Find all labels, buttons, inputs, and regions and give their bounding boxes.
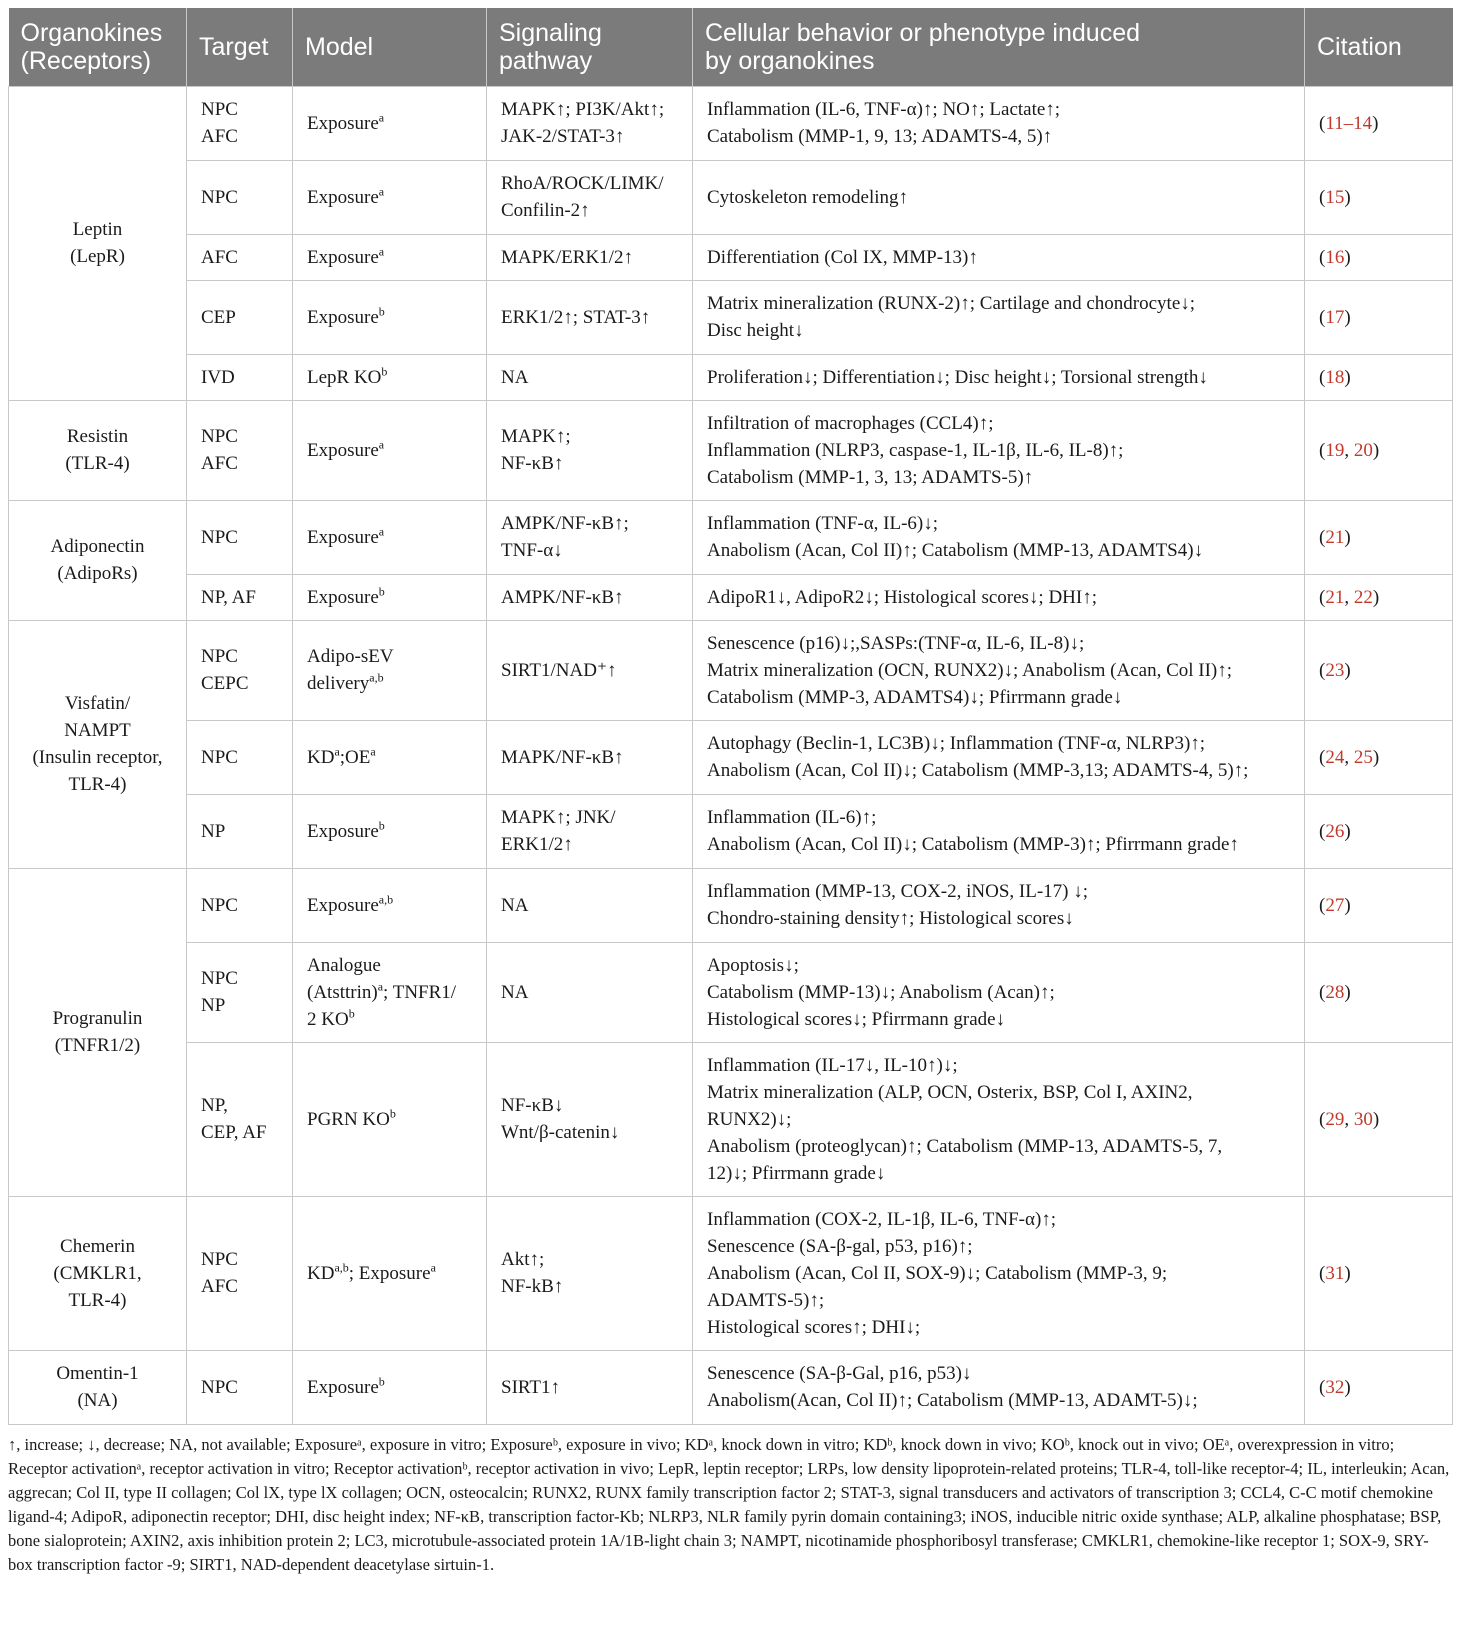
pathway-line: ERK1/2↑; STAT-3↑	[501, 306, 651, 328]
pathway-line: SIRT1↑	[501, 1376, 561, 1398]
organokine-line: (TLR-4)	[65, 453, 130, 474]
model-text: Exposure	[307, 894, 379, 916]
cellular-behavior-cell	[693, 942, 1305, 1042]
model-cell	[293, 354, 487, 400]
model-text: Exposure	[307, 306, 379, 328]
behavior-line: Catabolism (MMP-13)↓; Anabolism (Acan)↑;	[707, 981, 1055, 1003]
signaling-pathway-cell	[487, 1350, 693, 1424]
signaling-pathway-cell	[487, 280, 693, 354]
citation-link[interactable]: 18	[1325, 366, 1345, 388]
organokine-cell	[9, 500, 187, 620]
organokine-line: (TNFR1/2)	[54, 1035, 141, 1056]
model-superscript: a	[334, 744, 340, 759]
organokine-line: TLR-4)	[68, 774, 127, 795]
cellular-behavior-cell	[693, 1042, 1305, 1196]
table-row	[9, 160, 1453, 234]
citation-link[interactable]: 22	[1353, 586, 1373, 608]
signaling-pathway-cell	[487, 500, 693, 574]
target-line: NP, AF	[201, 586, 256, 608]
cellular-behavior-cell	[693, 574, 1305, 620]
pathway-line: RhoA/ROCK/LIMK/	[501, 173, 664, 194]
pathway-line: JAK-2/STAT-3↑	[501, 126, 625, 147]
organokine-line: (LepR)	[70, 246, 125, 267]
citation-link[interactable]: 30	[1353, 1108, 1373, 1130]
table-row	[9, 234, 1453, 280]
target-line: NPC	[201, 746, 238, 768]
model-superscript: b	[378, 818, 385, 833]
model-cell	[293, 1196, 487, 1350]
model-text: (Atsttrin)	[307, 981, 378, 1003]
organokine-cell	[9, 1350, 187, 1424]
citation-link[interactable]: 26	[1325, 820, 1345, 842]
signaling-pathway-cell	[487, 574, 693, 620]
header-signaling-pathway: Signaling pathway	[487, 8, 693, 86]
behavior-line: ADAMTS-5)↑;	[707, 1289, 825, 1311]
behavior-line: Matrix mineralization (OCN, RUNX2)↓; Anabolism (Acan, Col II)↑;	[707, 659, 1233, 681]
organokine-line: (Insulin receptor,	[32, 747, 163, 768]
target-line: NPC	[201, 186, 238, 208]
model-superscript: a	[378, 244, 385, 259]
target-cell	[187, 354, 293, 400]
cellular-behavior-cell	[693, 620, 1305, 720]
behavior-line: Chondro-staining density↑; Histological scores↓	[707, 908, 1074, 929]
target-line: NP	[201, 995, 226, 1016]
organokine-line: (AdipoRs)	[57, 563, 138, 584]
model-line	[307, 670, 472, 697]
model-line	[307, 979, 472, 1006]
table-row	[9, 500, 1453, 574]
model-text: ; TNFR1/	[383, 981, 457, 1003]
behavior-line: Catabolism (MMP-1, 9, 13; ADAMTS-4, 5)↑	[707, 126, 1053, 147]
organokine-cell	[9, 86, 187, 400]
model-superscript: b	[378, 1374, 385, 1389]
model-cell	[293, 794, 487, 868]
citation-cell: (27)	[1305, 868, 1453, 942]
cellular-behavior-cell	[693, 720, 1305, 794]
citation-cell: (21, 22)	[1305, 574, 1453, 620]
behavior-line: Inflammation (IL-17↓, IL-10↑)↓;	[707, 1054, 958, 1076]
cellular-behavior-cell	[693, 234, 1305, 280]
model-text: Exposure	[307, 820, 379, 842]
citation-link[interactable]: 23	[1325, 659, 1345, 681]
cellular-behavior-cell	[693, 868, 1305, 942]
target-line: CEP, AF	[201, 1122, 267, 1143]
signaling-pathway-cell	[487, 400, 693, 500]
pathway-line: NA	[501, 981, 529, 1003]
pathway-line: ERK1/2↑	[501, 834, 573, 855]
behavior-line: Catabolism (MMP-1, 3, 13; ADAMTS-5)↑	[707, 466, 1034, 488]
citation-link[interactable]: 28	[1325, 981, 1345, 1003]
citation-link[interactable]: 29	[1325, 1108, 1345, 1130]
model-superscript: a,b	[369, 670, 384, 685]
table-row	[9, 1042, 1453, 1196]
behavior-line: Anabolism (Acan, Col II, SOX-9)↓; Catabolism (MMP-3, 9;	[707, 1262, 1168, 1284]
citation-link[interactable]: 31	[1325, 1262, 1345, 1284]
model-text: Exposure	[307, 186, 379, 208]
model-cell	[293, 574, 487, 620]
behavior-line: RUNX2)↓;	[707, 1108, 792, 1130]
behavior-line: Senescence (SA-β-Gal, p16, p53)↓	[707, 1363, 972, 1384]
target-cell	[187, 794, 293, 868]
header-organokines: Organokines (Receptors)	[9, 8, 187, 86]
target-line: NPC	[201, 894, 238, 916]
pathway-line: MAPK↑;	[501, 426, 571, 447]
model-text: Exposure	[307, 1376, 379, 1398]
cellular-behavior-cell	[693, 280, 1305, 354]
pathway-line: Confilin-2↑	[501, 200, 590, 221]
organokine-cell	[9, 400, 187, 500]
target-line: AFC	[201, 453, 238, 474]
signaling-pathway-cell	[487, 1042, 693, 1196]
organokine-line: Adiponectin	[50, 536, 145, 557]
behavior-line: Cytoskeleton remodeling↑	[707, 186, 909, 208]
pathway-line: MAPK/NF-κB↑	[501, 746, 624, 768]
pathway-line: SIRT1/NAD⁺↑	[501, 659, 617, 681]
organokine-cell	[9, 620, 187, 868]
table-row	[9, 280, 1453, 354]
citation-cell: (32)	[1305, 1350, 1453, 1424]
citation-cell: (31)	[1305, 1196, 1453, 1350]
header-row	[9, 8, 1453, 86]
citation-cell: (26)	[1305, 794, 1453, 868]
behavior-line: Apoptosis↓;	[707, 954, 799, 976]
target-line: NPC	[201, 968, 238, 989]
model-cell	[293, 86, 487, 160]
target-line: NP,	[201, 1095, 228, 1116]
citation-cell: (21)	[1305, 500, 1453, 574]
table-container	[8, 8, 1452, 1577]
model-superscript: b	[381, 364, 388, 379]
table-row	[9, 86, 1453, 160]
table-footnote: ↑, increase; ↓, decrease; NA, not available; Exposureᵃ, exposure in vitro; Exposureᵇ, exposure in vivo; KDᵃ, knock down in vitro; KDᵇ, knock down in vivo; KOᵇ, knock out in vivo; OEᵃ, overexpression in vitro; Receptor activationᵃ, receptor activation in vitro; Receptor activationᵇ, receptor activation in vivo; LepR, leptin receptor; LRPs, low density lipoprotein-related proteins; TLR-4, toll-like receptor-4; IL, interleukin; Acan, aggrecan; Col II, type II collagen; Col lX, type lX collagen; OCN, osteocalcin; RUNX2, RUNX family transcription factor 2; STAT-3, signal transducers and activators of transcription 3; CCL4, C-C motif chemokine ligand-4; AdipoR, adiponectin receptor; DHI, disc height index; NF-κB, transcription factor-Kb; NLRP3, NLR family pyrin domain containing3; iNOS, inducible nitric oxide synthase; ALP, alkaline phosphatase; BSP, bone sialoprotein; AXIN2, axis inhibition protein 2; LC3, microtubule-associated protein 1A/1B-light chain 3; NAMPT, nicotinamide phosphoribosyl transferase; CMKLR1, chemokine-like receptor 1; SOX-9, SRY-box transcription factor -9; SIRT1, NAD-dependent deacetylase sirtuin-1.	[8, 1434, 1450, 1574]
citation-cell: (23)	[1305, 620, 1453, 720]
signaling-pathway-cell	[487, 354, 693, 400]
organokines-table	[8, 8, 1453, 1425]
model-cell	[293, 500, 487, 574]
citation-cell: (28)	[1305, 942, 1453, 1042]
model-superscript: a	[378, 524, 385, 539]
behavior-line: Matrix mineralization (ALP, OCN, Osterix, BSP, Col I, AXIN2,	[707, 1081, 1193, 1103]
header-cellular-behavior: Cellular behavior or phenotype induced by organokines	[693, 8, 1305, 86]
behavior-line: Proliferation↓; Differentiation↓; Disc height↓; Torsional strength↓	[707, 366, 1208, 388]
behavior-line: Senescence (SA-β-gal, p53, p16)↑;	[707, 1235, 973, 1257]
organokine-line: TLR-4)	[68, 1289, 127, 1311]
target-cell	[187, 942, 293, 1042]
pathway-line: Wnt/β-catenin↓	[501, 1122, 620, 1143]
cellular-behavior-cell	[693, 794, 1305, 868]
model-superscript: a	[378, 437, 385, 452]
model-text: delivery	[307, 673, 370, 694]
cellular-behavior-cell	[693, 1196, 1305, 1350]
model-superscript: a	[370, 744, 376, 759]
behavior-line: Histological scores↑; DHI↓;	[707, 1316, 921, 1338]
model-text: ; Exposure	[348, 1262, 431, 1284]
table-row	[9, 354, 1453, 400]
target-line: NPC	[201, 526, 238, 548]
target-line: NPC	[201, 99, 238, 120]
table-row	[9, 794, 1453, 868]
behavior-line: Senescence (p16)↓;,SASPs:(TNF-α, IL-6, IL-8)↓;	[707, 632, 1085, 654]
model-text: KD	[307, 746, 335, 768]
citation-link[interactable]: 16	[1325, 246, 1345, 268]
target-cell	[187, 400, 293, 500]
pathway-line: AMPK/NF-κB↑;	[501, 513, 629, 534]
model-superscript: a	[378, 184, 385, 199]
model-cell	[293, 1042, 487, 1196]
target-line: AFC	[201, 126, 238, 147]
model-superscript: b	[389, 1106, 396, 1121]
model-superscript: a	[378, 110, 385, 125]
model-text: Exposure	[307, 246, 379, 268]
behavior-line: Inflammation (MMP-13, COX-2, iNOS, IL-17) ↓;	[707, 881, 1089, 902]
model-cell	[293, 720, 487, 794]
citation-link[interactable]: 24	[1325, 746, 1345, 768]
cellular-behavior-cell	[693, 500, 1305, 574]
pathway-line: MAPK↑; PI3K/Akt↑;	[501, 99, 665, 120]
organokine-cell	[9, 1196, 187, 1350]
target-line: CEP	[201, 306, 236, 328]
organokine-line: Leptin	[72, 219, 123, 240]
signaling-pathway-cell	[487, 1196, 693, 1350]
behavior-line: Autophagy (Beclin-1, LC3B)↓; Inflammation (TNF-α, NLRP3)↑;	[707, 733, 1206, 754]
table-body	[9, 86, 1453, 1424]
behavior-line: Differentiation (Col IX, MMP-13)↑	[707, 246, 978, 268]
target-line: NPC	[201, 426, 238, 447]
signaling-pathway-cell	[487, 720, 693, 794]
model-text: Exposure	[307, 526, 379, 548]
citation-link[interactable]: 17	[1325, 306, 1345, 328]
target-cell	[187, 500, 293, 574]
pathway-line: Akt↑;	[501, 1249, 545, 1270]
behavior-line: Anabolism (Acan, Col II)↓; Catabolism (MMP-3,13; ADAMTS-4, 5)↑;	[707, 760, 1249, 781]
signaling-pathway-cell	[487, 620, 693, 720]
cellular-behavior-cell	[693, 354, 1305, 400]
model-superscript: a	[430, 1260, 436, 1275]
cellular-behavior-cell	[693, 160, 1305, 234]
behavior-line: Matrix mineralization (RUNX-2)↑; Cartilage and chondrocyte↓;	[707, 293, 1196, 314]
organokine-line: Omentin-1	[56, 1363, 139, 1384]
citation-cell: (11–14)	[1305, 86, 1453, 160]
target-cell	[187, 160, 293, 234]
citation-link[interactable]: 11–14	[1325, 112, 1373, 134]
target-line: NPC	[201, 1249, 238, 1270]
target-cell	[187, 280, 293, 354]
behavior-line: Histological scores↓; Pfirrmann grade↓	[707, 1008, 1006, 1030]
pathway-line: NA	[501, 894, 529, 916]
organokine-line: Chemerin	[60, 1235, 135, 1257]
pathway-line: NF-kB↑	[501, 1276, 564, 1297]
pathway-line: AMPK/NF-κB↑	[501, 586, 624, 608]
model-superscript: b	[378, 304, 385, 319]
model-text: KD	[307, 1262, 335, 1284]
behavior-line: Inflammation (TNF-α, IL-6)↓;	[707, 513, 939, 534]
target-cell	[187, 234, 293, 280]
organokine-line: Resistin	[66, 426, 129, 447]
pathway-line: NF-κB↓	[501, 1095, 564, 1116]
target-cell	[187, 620, 293, 720]
citation-cell: (17)	[1305, 280, 1453, 354]
target-cell	[187, 720, 293, 794]
organokine-line: Visfatin/	[64, 693, 131, 714]
signaling-pathway-cell	[487, 942, 693, 1042]
target-line: NPC	[201, 646, 238, 667]
signaling-pathway-cell	[487, 86, 693, 160]
table-row	[9, 942, 1453, 1042]
behavior-line: Anabolism (Acan, Col II)↓; Catabolism (MMP-3)↑; Pfirrmann grade↑	[707, 834, 1239, 855]
behavior-line: Catabolism (MMP-3, ADAMTS4)↓; Pfirrmann grade↓	[707, 686, 1123, 708]
model-text: Exposure	[307, 586, 379, 608]
citation-link[interactable]: 25	[1353, 746, 1373, 768]
citation-link[interactable]: 21	[1325, 586, 1345, 608]
model-text: LepR KO	[307, 366, 382, 388]
target-line: AFC	[201, 1276, 238, 1297]
model-text: ;OE	[339, 746, 371, 768]
model-cell	[293, 234, 487, 280]
citation-cell: (29, 30)	[1305, 1042, 1453, 1196]
table-row	[9, 620, 1453, 720]
organokine-line: NAMPT	[64, 720, 131, 741]
target-line: IVD	[201, 366, 235, 388]
model-line	[307, 952, 472, 979]
model-cell	[293, 868, 487, 942]
behavior-line: Inflammation (COX-2, IL-1β, IL-6, TNF-α)↑;	[707, 1208, 1057, 1230]
target-line: AFC	[201, 246, 238, 268]
model-text: 2 KO	[307, 1008, 349, 1030]
model-line	[307, 1006, 472, 1033]
model-text: Adipo-sEV	[307, 646, 394, 667]
header-citation: Citation	[1305, 8, 1453, 86]
model-superscript: a,b	[334, 1260, 349, 1275]
target-cell	[187, 574, 293, 620]
citation-cell: (15)	[1305, 160, 1453, 234]
header-model: Model	[293, 8, 487, 86]
signaling-pathway-cell	[487, 794, 693, 868]
citation-cell: (19, 20)	[1305, 400, 1453, 500]
citation-link[interactable]: 21	[1325, 526, 1345, 548]
model-text: Exposure	[307, 439, 379, 461]
organokine-line: Progranulin	[52, 1008, 143, 1029]
model-text: Analogue	[307, 954, 381, 976]
target-cell	[187, 1350, 293, 1424]
behavior-line: Anabolism (Acan, Col II)↑; Catabolism (MMP-13, ADAMTS4)↓	[707, 540, 1204, 561]
table-row	[9, 400, 1453, 500]
signaling-pathway-cell	[487, 868, 693, 942]
model-cell	[293, 400, 487, 500]
table-row	[9, 720, 1453, 794]
model-line	[307, 643, 472, 670]
behavior-line: AdipoR1↓, AdipoR2↓; Histological scores↓; DHI↑;	[707, 586, 1098, 608]
target-line: NPC	[201, 1376, 238, 1398]
pathway-line: MAPK↑; JNK/	[501, 807, 616, 828]
cellular-behavior-cell	[693, 400, 1305, 500]
table-row	[9, 574, 1453, 620]
cellular-behavior-cell	[693, 1350, 1305, 1424]
citation-link[interactable]: 20	[1353, 439, 1373, 461]
model-cell	[293, 942, 487, 1042]
citation-link[interactable]: 19	[1325, 439, 1345, 461]
table-row	[9, 868, 1453, 942]
model-superscript: b	[348, 1006, 355, 1021]
model-cell	[293, 160, 487, 234]
citation-link[interactable]: 15	[1325, 186, 1345, 208]
target-cell	[187, 1196, 293, 1350]
model-text: PGRN KO	[307, 1108, 390, 1130]
model-cell	[293, 280, 487, 354]
target-cell	[187, 1042, 293, 1196]
header-target: Target	[187, 8, 293, 86]
citation-cell: (16)	[1305, 234, 1453, 280]
organokine-line: (CMKLR1,	[53, 1262, 142, 1284]
model-text: Exposure	[307, 112, 379, 134]
signaling-pathway-cell	[487, 160, 693, 234]
target-line: CEPC	[201, 673, 249, 694]
pathway-line: TNF-α↓	[501, 540, 563, 561]
organokine-cell	[9, 868, 187, 1196]
behavior-line: Anabolism (proteoglycan)↑; Catabolism (MMP-13, ADAMTS-5, 7,	[707, 1135, 1223, 1157]
target-cell	[187, 86, 293, 160]
model-cell	[293, 1350, 487, 1424]
model-cell	[293, 620, 487, 720]
table-row	[9, 1196, 1453, 1350]
behavior-line: Inflammation (NLRP3, caspase-1, IL-1β, IL-6, IL-8)↑;	[707, 439, 1124, 461]
behavior-line: Disc height↓	[707, 320, 804, 341]
target-cell	[187, 868, 293, 942]
model-superscript: a,b	[378, 892, 394, 907]
behavior-line: Anabolism(Acan, Col II)↑; Catabolism (MMP-13, ADAMT-5)↓;	[707, 1390, 1198, 1411]
behavior-line: Infiltration of macrophages (CCL4)↑;	[707, 412, 994, 434]
citation-link[interactable]: 27	[1325, 894, 1345, 916]
model-superscript: b	[378, 584, 385, 599]
table-row	[9, 1350, 1453, 1424]
behavior-line: 12)↓; Pfirrmann grade↓	[707, 1162, 886, 1184]
signaling-pathway-cell	[487, 234, 693, 280]
pathway-line: NA	[501, 366, 529, 388]
behavior-line: Inflammation (IL-6)↑;	[707, 807, 877, 828]
pathway-line: MAPK/ERK1/2↑	[501, 246, 633, 268]
target-line: NP	[201, 820, 226, 842]
behavior-line: Inflammation (IL-6, TNF-α)↑; NO↑; Lactate↑;	[707, 99, 1061, 120]
citation-cell: (24, 25)	[1305, 720, 1453, 794]
citation-cell: (18)	[1305, 354, 1453, 400]
pathway-line: NF-κB↑	[501, 453, 564, 474]
organokine-line: (NA)	[77, 1390, 118, 1411]
model-superscript: a	[377, 979, 384, 994]
cellular-behavior-cell	[693, 86, 1305, 160]
citation-link[interactable]: 32	[1325, 1376, 1345, 1398]
